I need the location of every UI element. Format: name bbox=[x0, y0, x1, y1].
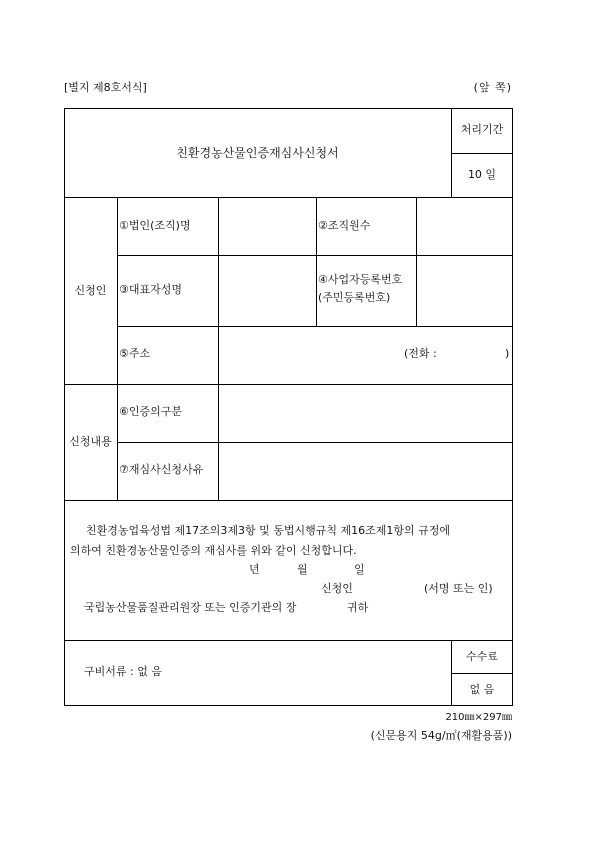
date-day: 일 bbox=[354, 563, 365, 576]
form-title: 친환경농산물인증재심사신청서 bbox=[176, 146, 339, 160]
rule-mid-col-left bbox=[316, 197, 317, 326]
signature-label: (서명 또는 인) bbox=[424, 582, 493, 595]
org-name-value[interactable] bbox=[222, 218, 312, 234]
org-name-label: ①법인(조직)명 bbox=[119, 219, 191, 232]
processing-period-value: 10 일 bbox=[467, 168, 497, 181]
request-section-label: 신청내용 bbox=[69, 435, 112, 448]
reason-label: ⑦재심사신청사유 bbox=[119, 463, 204, 476]
business-number-value[interactable] bbox=[420, 282, 510, 298]
rule-row1-bottom bbox=[117, 255, 513, 256]
rule-request-mid bbox=[117, 442, 513, 443]
rule-mid-col-right bbox=[416, 197, 417, 326]
rule-fee-mid bbox=[451, 673, 513, 674]
rule-section-label-right bbox=[117, 197, 118, 500]
page-side-label: (앞 쪽) bbox=[473, 81, 512, 94]
date-year: 년 bbox=[249, 563, 260, 576]
rule-request-bottom bbox=[64, 500, 513, 501]
date-month: 월 bbox=[297, 563, 308, 576]
processing-period-label: 처리기간 bbox=[460, 123, 504, 136]
rule-statement-bottom bbox=[64, 640, 513, 641]
applicant-section-label: 신청인 bbox=[74, 284, 107, 297]
members-label: ②조직원수 bbox=[318, 219, 371, 232]
paper-type: (신문용지 54g/㎡(재활용품)) bbox=[370, 729, 512, 742]
rule-title-bottom bbox=[64, 197, 513, 198]
rule-processing-mid bbox=[451, 153, 513, 154]
signer-label: 신청인 bbox=[321, 582, 353, 595]
fee-value: 없 음 bbox=[469, 683, 495, 696]
representative-label: ③대표자성명 bbox=[119, 283, 182, 296]
form-number: [별지 제8호서식] bbox=[64, 81, 147, 94]
representative-value[interactable] bbox=[222, 282, 312, 298]
members-value[interactable] bbox=[420, 218, 510, 234]
fee-label: 수수료 bbox=[466, 650, 498, 663]
rule-row2-bottom bbox=[117, 326, 513, 327]
phone-label: (전화 : bbox=[404, 347, 437, 360]
paper-size: 210㎜×297㎜ bbox=[445, 712, 512, 723]
rule-field-label-right bbox=[218, 197, 219, 500]
address-label: ⑤주소 bbox=[119, 347, 151, 360]
statement-line-2: 의하여 친환경농산물인증의 재심사를 위와 같이 신청합니다. bbox=[70, 544, 357, 557]
addressee: 국립농산물품질관리원장 또는 인증기관의 장 bbox=[84, 601, 297, 614]
statement-line-1: 친환경농업육성법 제17조의3제3항 및 동법시행규칙 제16조제1항의 규정에 bbox=[86, 524, 450, 537]
phone-close-paren: ) bbox=[505, 347, 510, 360]
cert-type-label: ⑥인증의구분 bbox=[119, 405, 182, 418]
required-documents: 구비서류 : 없 음 bbox=[84, 665, 162, 678]
rule-applicant-bottom bbox=[64, 384, 513, 385]
business-number-label: ④사업자등록번호 bbox=[318, 273, 403, 286]
honorific: 귀하 bbox=[347, 601, 369, 614]
resident-number-label: (주민등록번호) bbox=[318, 291, 391, 304]
